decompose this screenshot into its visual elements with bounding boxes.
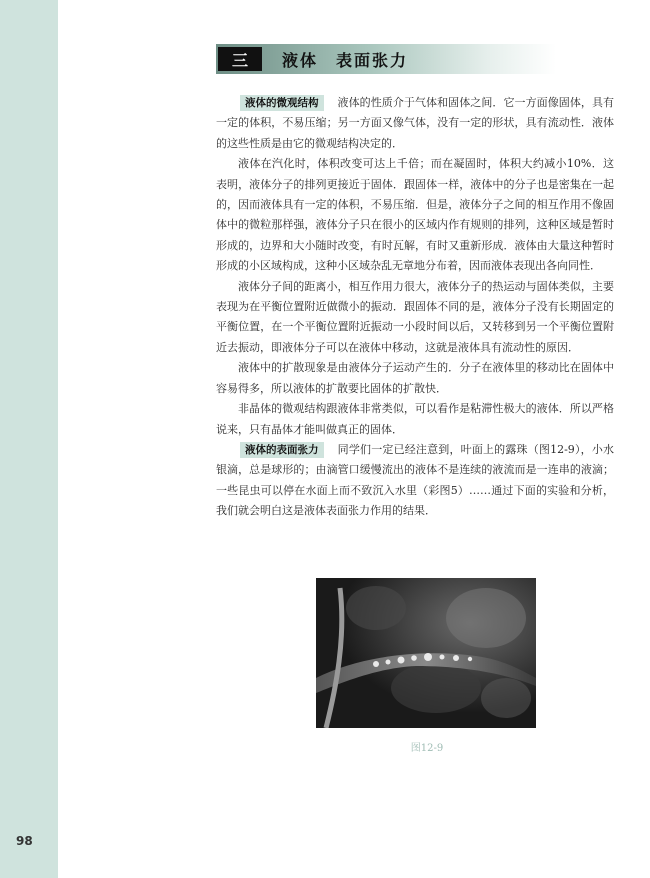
section-number: 三 [218, 47, 262, 71]
dewdrop-photo [316, 578, 536, 728]
subheading-liquid-microstructure: 液体的微观结构 [240, 95, 324, 111]
margin-strip [0, 0, 58, 878]
paragraph-microstructure [216, 93, 614, 154]
paragraph-amorphous [216, 399, 614, 440]
paragraph-text: 液体中的扩散现象是由液体分子运动产生的．分子在液体里的移动比在固体中容易得多，所以液体的扩散要比固体的扩散快． [216, 361, 614, 395]
body-text [216, 93, 614, 522]
paragraph-text: 液体分子间的距离小，相互作用力很大，液体分子的热运动与固体类似，主要表现为在平衡位置附近做微小的振动．跟固体不同的是，液体分子没有长期固定的平衡位置，在一个平衡位置附近振动一小段时间以后，又转移到另一个平衡位置附近去振动，即液体分子可以在液体中移动，这就是液体具有流动性的原因． [216, 279, 614, 354]
dewdrop-photo-illustration [316, 578, 536, 728]
subheading-surface-tension: 液体的表面张力 [240, 442, 324, 458]
paragraph-volume-change [216, 154, 614, 276]
paragraph-surface-tension [216, 440, 614, 522]
paragraph-text: 液体的性质介于气体和固体之间．它一方面像固体，具有一定的体积，不易压缩；另一方面又像气体，没有一定的形状，具有流动性．液体的这些性质是由它的微观结构决定的． [216, 96, 614, 150]
paragraph-text: 同学们一定已经注意到，叶面上的露珠（图12-9），小水银滴，总是球形的；由滴管口缓慢流出的液体不是连续的液流而是一连串的液滴；一些昆虫可以停在水面上而不致沉入水里（彩图5）……通过下面的实验和分析，我们就会明白这是液体表面张力作用的结果． [216, 442, 614, 518]
paragraph-text: 非晶体的微观结构跟液体非常类似，可以看作是粘滞性极大的液体．所以严格说来，只有晶体才能叫做真正的固体． [216, 402, 614, 436]
paragraph-diffusion [216, 358, 614, 399]
section-title: 液体 表面张力 [282, 50, 409, 70]
page-number: 98 [16, 834, 33, 848]
section-header [216, 44, 556, 74]
paragraph-text: 液体在汽化时，体积改变可达上千倍；而在凝固时，体积大约减小10%．这表明，液体分子的排列更接近于固体．跟固体一样，液体中的分子也是密集在一起的，因而液体具有一定的体积，不易压缩．但是，液体分子之间的相互作用不像固体中的微粒那样强，液体分子只在很小的区域内作有规则的排列，这种区域是暂时形成的，边界和大小随时改变，有时瓦解，有时又重新形成．液体由大量这种暂时形成的小区域构成，这种小区域杂乱无章地分布着，因而液体表现出各向同性． [216, 157, 614, 273]
figure-caption: 图12-9 [410, 743, 444, 754]
paragraph-molecular-motion [216, 277, 614, 359]
